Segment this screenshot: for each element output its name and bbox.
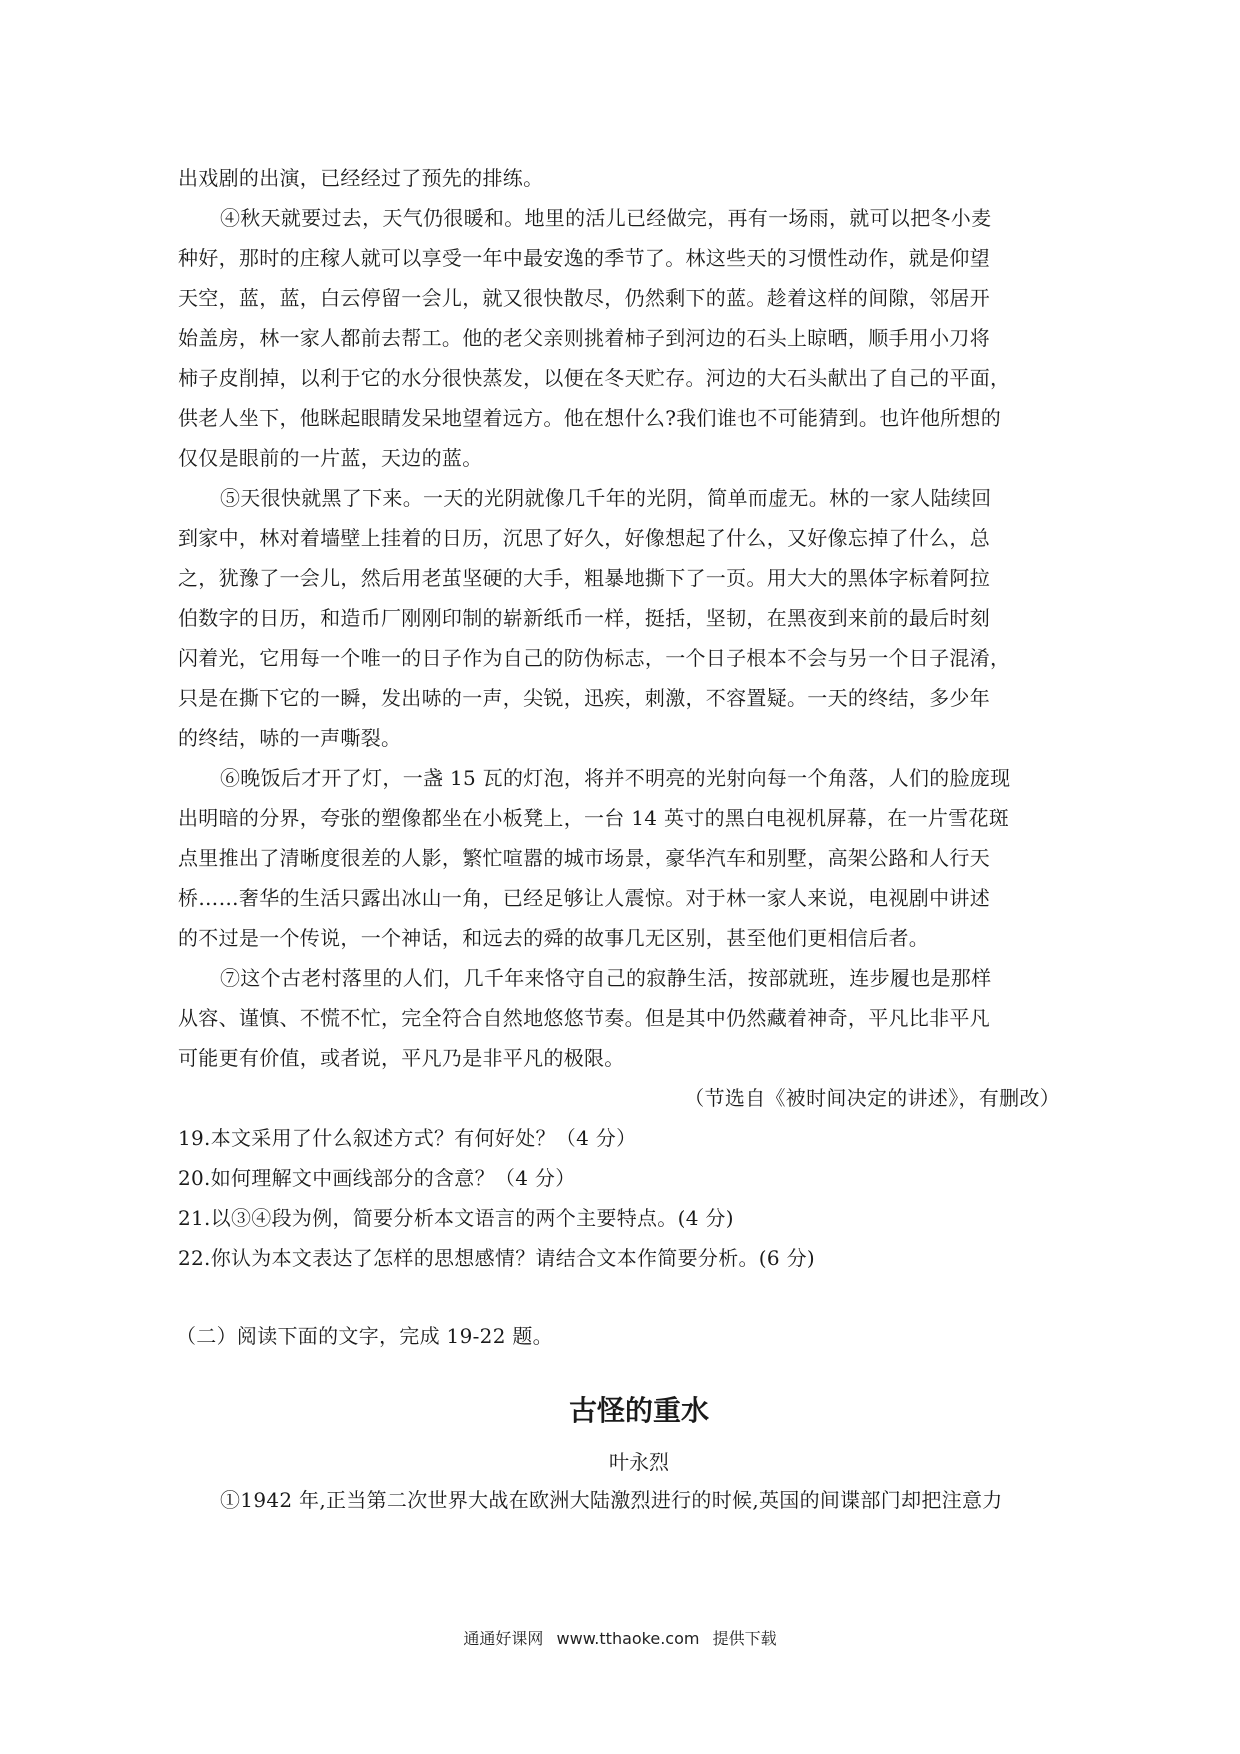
text-line: 桥……奢华的生活只露出冰山一角，已经足够让人震惊。对于林一家人来说，电视剧中讲述 xyxy=(178,886,990,910)
text-line: 从容、谨慎、不慌不忙，完全符合自然地悠悠节奏。但是其中仍然藏着神奇，平凡比非平凡 xyxy=(178,1006,990,1030)
spacer xyxy=(178,1278,1070,1316)
footer-suffix: 提供下载 xyxy=(712,1629,777,1648)
question-20: 20.如何理解文中画线部分的含意？（4 分） xyxy=(178,1166,576,1190)
question-list xyxy=(178,1118,1070,1278)
question-21: 21.以③④段为例，简要分析本文语言的两个主要特点。(4 分) xyxy=(178,1206,734,1230)
text-line: 天空，蓝，蓝，白云停留一会儿，就又很快散尽，仍然剩下的蓝。趁着这样的间隙，邻居开 xyxy=(178,286,990,310)
text-line: 伯数字的日历，和造币厂刚刚印制的崭新纸币一样，挺括，坚韧，在黑夜到来前的最后时刻 xyxy=(178,606,990,630)
text-line: 柿子皮削掉，以利于它的水分很快蒸发，以便在冬天贮存。河边的大石头献出了自己的平面， xyxy=(178,366,1011,390)
paragraph-6 xyxy=(178,758,1070,958)
text-line: 仅仅是眼前的一片蓝，天边的蓝。 xyxy=(178,446,483,470)
section-heading: （二）阅读下面的文字，完成 19-22 题。 xyxy=(176,1324,553,1348)
footer-url[interactable]: www.tthaoke.com xyxy=(556,1629,700,1648)
text-line: ⑦这个古老村落里的人们，几千年来恪守自己的寂静生活，按部就班，连步履也是那样 xyxy=(220,966,992,990)
paragraph-7 xyxy=(178,958,1070,1078)
paragraph-continuation xyxy=(178,158,1070,198)
article-body xyxy=(178,158,1070,1520)
text-line: 出戏剧的出演，已经经过了预先的排练。 xyxy=(178,166,544,190)
source-citation: （节选自《被时间决定的讲述》，有删改） xyxy=(684,1086,1060,1110)
question-19: 19.本文采用了什么叙述方式？有何好处？（4 分） xyxy=(178,1126,637,1150)
text-line: 到家中，林对着墙壁上挂着的日历，沉思了好久，好像想起了什么，又好像忘掉了什么，总 xyxy=(178,526,990,550)
article-title: 古怪的重水 xyxy=(568,1394,709,1427)
question-22: 22.你认为本文表达了怎样的思想感情？请结合文本作简要分析。(6 分) xyxy=(178,1246,815,1270)
text-line: 之，犹豫了一会儿，然后用老茧坚硬的大手，粗暴地撕下了一页。用大大的黑体字标着阿拉 xyxy=(178,566,990,590)
text-line: 点里推出了清晰度很差的人影，繁忙喧嚣的城市场景，豪华汽车和别墅，高架公路和人行天 xyxy=(178,846,990,870)
article-author: 叶永烈 xyxy=(609,1450,669,1474)
paragraph-4 xyxy=(178,198,1070,478)
text-line: 种好，那时的庄稼人就可以享受一年中最安逸的季节了。林这些天的习惯性动作，就是仰望 xyxy=(178,246,990,270)
text-line: 出明暗的分界，夸张的塑像都坐在小板凳上，一台 14 英寸的黑白电视机屏幕，在一片雪花斑 xyxy=(178,806,1010,830)
text-line: ①1942 年,正当第二次世界大战在欧洲大陆激烈进行的时候,英国的间谍部门却把注意力 xyxy=(220,1488,1003,1512)
text-line: ⑤天很快就黑了下来。一天的光阴就像几千年的光阴，简单而虚无。林的一家人陆续回 xyxy=(220,486,992,510)
paragraph-5 xyxy=(178,478,1070,758)
text-line: 的终结，哧的一声嘶裂。 xyxy=(178,726,402,750)
text-line: 可能更有价值，或者说，平凡乃是非平凡的极限。 xyxy=(178,1046,625,1070)
page-footer xyxy=(0,1626,1240,1649)
text-line: 供老人坐下，他眯起眼睛发呆地望着远方。他在想什么?我们谁也不可能猜到。也许他所想的 xyxy=(178,406,1002,430)
text-line: ④秋天就要过去，天气仍很暖和。地里的活儿已经做完，再有一场雨，就可以把冬小麦 xyxy=(220,206,992,230)
text-line: 始盖房，林一家人都前去帮工。他的老父亲则挑着柿子到河边的石头上晾晒，顺手用小刀将 xyxy=(178,326,990,350)
text-line: 只是在撕下它的一瞬，发出哧的一声，尖锐，迅疾，刺激，不容置疑。一天的终结，多少年 xyxy=(178,686,990,710)
text-line: ⑥晚饭后才开了灯，一盏 15 瓦的灯泡，将并不明亮的光射向每一个角落，人们的脸庞现 xyxy=(220,766,1011,790)
footer-site-name: 通通好课网 xyxy=(463,1629,544,1648)
text-line: 的不过是一个传说，一个神话，和远去的舜的故事几无区别，甚至他们更相信后者。 xyxy=(178,926,930,950)
text-line: 闪着光，它用每一个唯一的日子作为自己的防伪标志，一个日子根本不会与另一个日子混淆， xyxy=(178,646,1011,670)
